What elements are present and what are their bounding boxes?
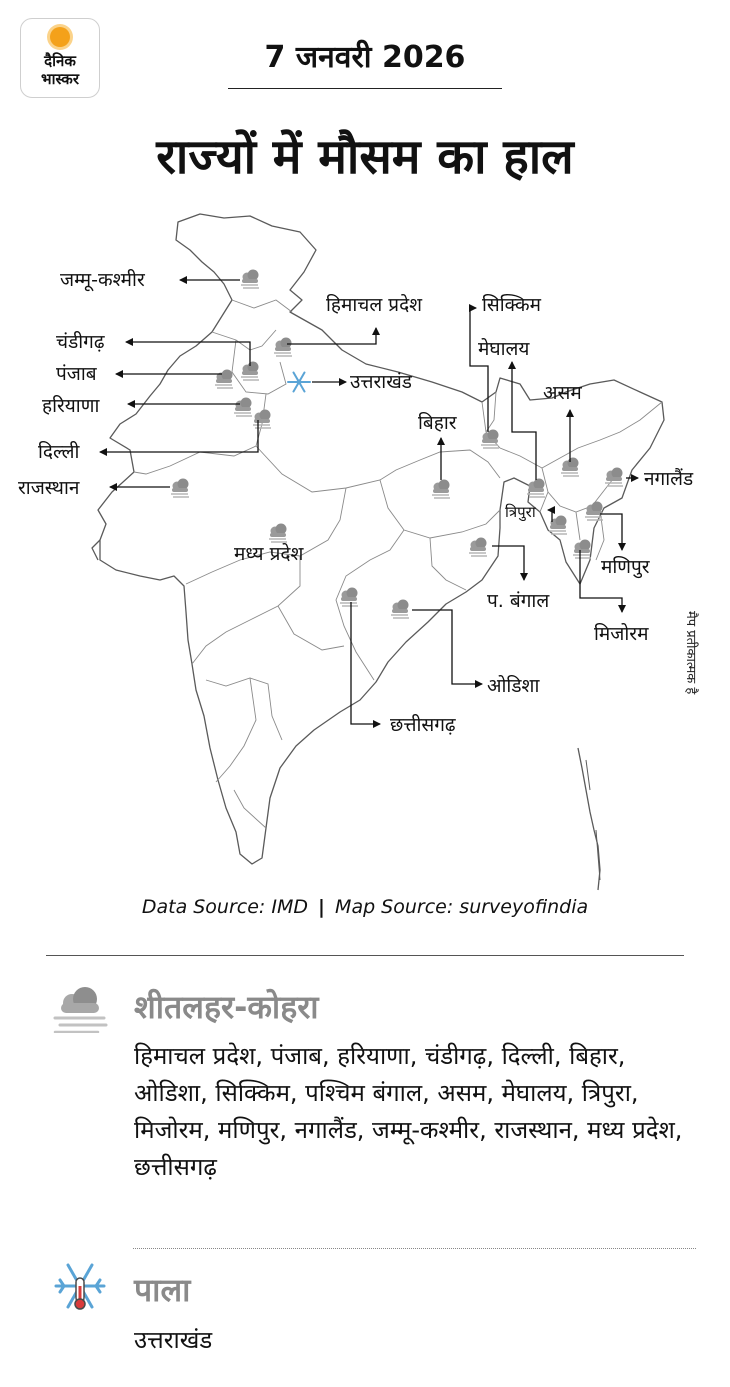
data-source: Data Source: IMD xyxy=(141,896,308,918)
label-haryana: हरियाणा xyxy=(42,395,100,417)
fog-icon-mizoram xyxy=(573,540,591,559)
label-punjab: पंजाब xyxy=(56,363,97,385)
snowflake-thermometer-icon xyxy=(52,1262,108,1314)
date: 7 जनवरी 2026 xyxy=(264,40,466,75)
label-tripura: त्रिपुरा xyxy=(505,503,536,521)
logo-line2: भास्कर xyxy=(41,70,79,88)
label-chhattisgarh: छत्तीसगढ़ xyxy=(390,714,456,736)
map-source: Map Source: surveyofindia xyxy=(335,896,589,918)
label-odisha: ओडिशा xyxy=(487,675,540,697)
map-disclaimer: मैप प्रतीकात्मक है xyxy=(683,611,698,695)
label-mizoram: मिजोरम xyxy=(594,623,649,645)
fog-icon-punjab xyxy=(215,370,233,389)
logo-line1: दैनिक xyxy=(44,52,76,70)
fog-icon-jk xyxy=(241,270,259,289)
legend-states-coldwave-fog: हिमाचल प्रदेश, पंजाब, हरियाणा, चंडीगढ़, दिल्ली, बिहार, ओडिशा, सिक्किम, पश्चिम बंगाल, असम, मेघालय, त्रिपुरा, मिजोरम, मणिपुर, नगालैंड, जम्मू-कश्मीर, राजस्थान, मध्य प्रदेश, छत्तीसगढ़ xyxy=(134,1042,683,1181)
label-nagaland: नगालैंड xyxy=(644,468,694,490)
label-chandigarh: चंडीगढ़ xyxy=(56,331,105,353)
fog-icon-hp xyxy=(274,338,292,357)
snowflake-icon-uttarakhand xyxy=(288,373,310,392)
fog-icon-delhi xyxy=(253,410,271,429)
legend-title-coldwave-fog: शीतलहर-कोहरा xyxy=(134,988,319,1026)
label-madhya-pradesh: मध्य प्रदेश xyxy=(234,543,304,565)
fog-icon-mp xyxy=(269,524,287,543)
leader-lines xyxy=(100,280,638,724)
legend-divider xyxy=(133,1248,696,1249)
label-meghalaya: मेघालय xyxy=(478,338,530,360)
fog-icon-wb xyxy=(469,538,487,557)
divider xyxy=(46,955,684,956)
label-uttarakhand: उत्तराखंड xyxy=(350,371,412,393)
label-west-bengal: प. बंगाल xyxy=(487,590,550,612)
fog-icon-bihar xyxy=(432,480,450,499)
legend-title-frost: पाला xyxy=(134,1271,191,1309)
source-line xyxy=(0,894,730,920)
source-separator: | xyxy=(318,896,325,918)
legend-states-frost: उत्तराखंड xyxy=(134,1326,213,1354)
fog-icon-nagaland xyxy=(605,468,623,487)
label-rajasthan: राजस्थान xyxy=(18,477,80,499)
label-himachal-pradesh: हिमाचल प्रदेश xyxy=(326,294,423,316)
fog-icon-odisha xyxy=(391,600,409,619)
label-bihar: बिहार xyxy=(418,412,457,434)
label-delhi: दिल्ली xyxy=(38,441,80,463)
label-sikkim: सिक्किम xyxy=(482,294,541,316)
fog-icon-meghalaya xyxy=(527,479,545,498)
cloud-fog-icon xyxy=(52,985,108,1033)
fog-icon-manipur xyxy=(585,502,603,521)
page-title: राज्यों में मौसम का हाल xyxy=(156,129,574,185)
label-assam: असम xyxy=(543,382,582,404)
fog-icon-haryana xyxy=(234,398,252,417)
label-manipur: मणिपुर xyxy=(601,556,650,578)
fog-icon-rajasthan xyxy=(171,479,189,498)
fog-icon-chhattisgarh xyxy=(340,588,358,607)
label-jammu-kashmir: जम्मू-कश्मीर xyxy=(60,269,145,291)
fog-icon-sikkim xyxy=(481,430,499,449)
